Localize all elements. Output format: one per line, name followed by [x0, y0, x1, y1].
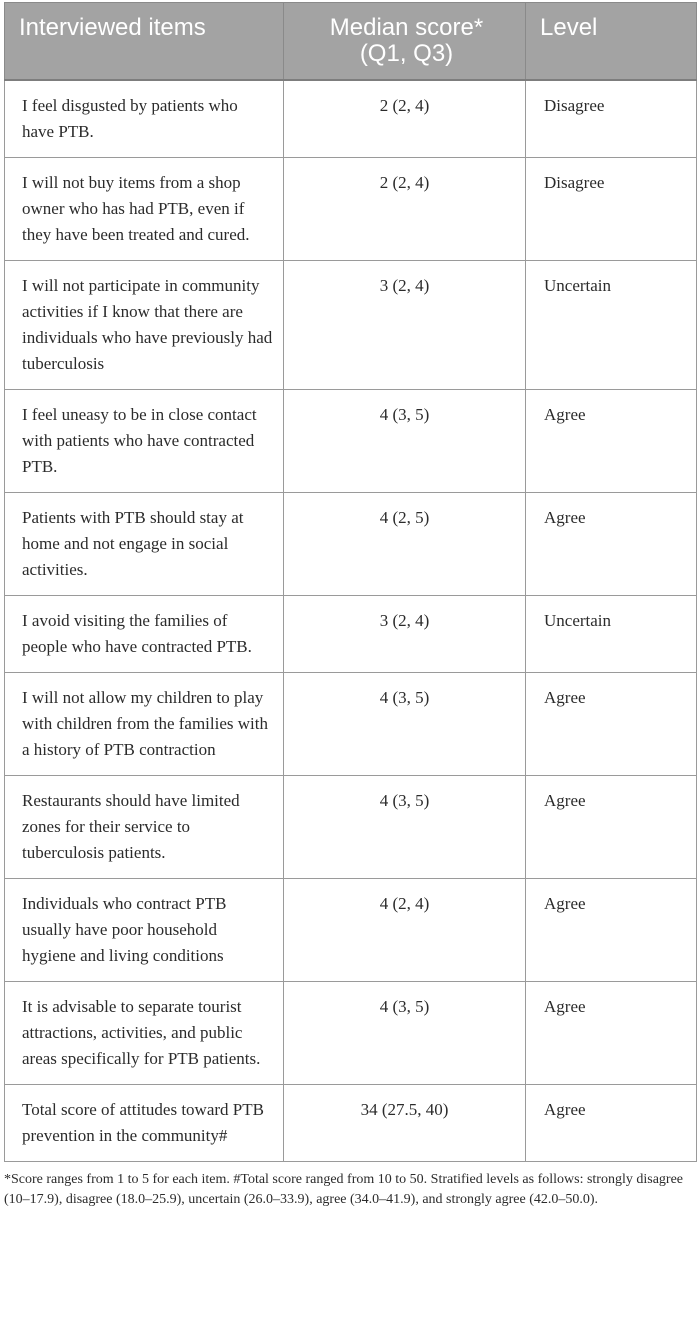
- item-cell: Restaurants should have limited zones for their service to tuberculosis patients.: [5, 776, 284, 879]
- header-interviewed-items: Interviewed items: [5, 3, 284, 81]
- level-cell: Agree: [526, 1085, 697, 1162]
- level-cell: Agree: [526, 982, 697, 1085]
- table-row: [5, 390, 697, 493]
- table-row: [5, 158, 697, 261]
- table-container: [4, 2, 696, 1210]
- table-row: [5, 776, 697, 879]
- table-body: [5, 80, 697, 1162]
- item-cell: Individuals who contract PTB usually have poor household hygiene and living conditions: [5, 879, 284, 982]
- level-cell: Disagree: [526, 158, 697, 261]
- score-cell: 3 (2, 4): [284, 596, 526, 673]
- header-median-score-line1: Median score*: [329, 14, 484, 41]
- score-cell: 34 (27.5, 40): [284, 1085, 526, 1162]
- table-row: [5, 879, 697, 982]
- item-cell: It is advisable to separate tourist attractions, activities, and public areas specifically for PTB patients.: [5, 982, 284, 1085]
- table-footnote: *Score ranges from 1 to 5 for each item. #Total score ranged from 10 to 50. Stratified levels as follows: strongly disagree (10–17.9), disagree (18.0–25.9), uncertain (26.0–33.9), agree (34.0–41.9), and strongly agree (42.0–50.0).: [4, 1172, 683, 1207]
- item-cell: I avoid visiting the families of people who have contracted PTB.: [5, 596, 284, 673]
- score-cell: 4 (3, 5): [284, 390, 526, 493]
- level-cell: Agree: [526, 776, 697, 879]
- score-cell: 4 (3, 5): [284, 982, 526, 1085]
- header-level: Level: [526, 3, 697, 81]
- table-row: [5, 982, 697, 1085]
- level-cell: Agree: [526, 879, 697, 982]
- score-cell: 2 (2, 4): [284, 158, 526, 261]
- table-row: [5, 80, 697, 158]
- score-cell: 4 (2, 4): [284, 879, 526, 982]
- item-cell: Patients with PTB should stay at home and not engage in social activities.: [5, 493, 284, 596]
- attitudes-table: [4, 2, 697, 1162]
- score-cell: 2 (2, 4): [284, 80, 526, 158]
- level-cell: Disagree: [526, 80, 697, 158]
- score-cell: 3 (2, 4): [284, 261, 526, 390]
- level-cell: Uncertain: [526, 261, 697, 390]
- score-cell: 4 (2, 5): [284, 493, 526, 596]
- score-cell: 4 (3, 5): [284, 673, 526, 776]
- item-cell: I will not buy items from a shop owner who has had PTB, even if they have been treated and cured.: [5, 158, 284, 261]
- item-cell: Total score of attitudes toward PTB prevention in the community#: [5, 1085, 284, 1162]
- item-cell: I feel disgusted by patients who have PTB.: [5, 80, 284, 158]
- header-row: [5, 3, 697, 81]
- level-cell: Agree: [526, 673, 697, 776]
- level-cell: Agree: [526, 390, 697, 493]
- table-row: [5, 596, 697, 673]
- level-cell: Uncertain: [526, 596, 697, 673]
- table-row: [5, 493, 697, 596]
- table-row: [5, 673, 697, 776]
- item-cell: I will not allow my children to play with children from the families with a history of PTB contraction: [5, 673, 284, 776]
- item-cell: I will not participate in community activities if I know that there are individuals who have previously had tuberculosis: [5, 261, 284, 390]
- table-row: [5, 261, 697, 390]
- header-median-score: [284, 3, 526, 81]
- table-row-total: [5, 1085, 697, 1162]
- level-cell: Agree: [526, 493, 697, 596]
- item-cell: I feel uneasy to be in close contact with patients who have contracted PTB.: [5, 390, 284, 493]
- header-median-score-line2: (Q1, Q3): [359, 40, 454, 67]
- score-cell: 4 (3, 5): [284, 776, 526, 879]
